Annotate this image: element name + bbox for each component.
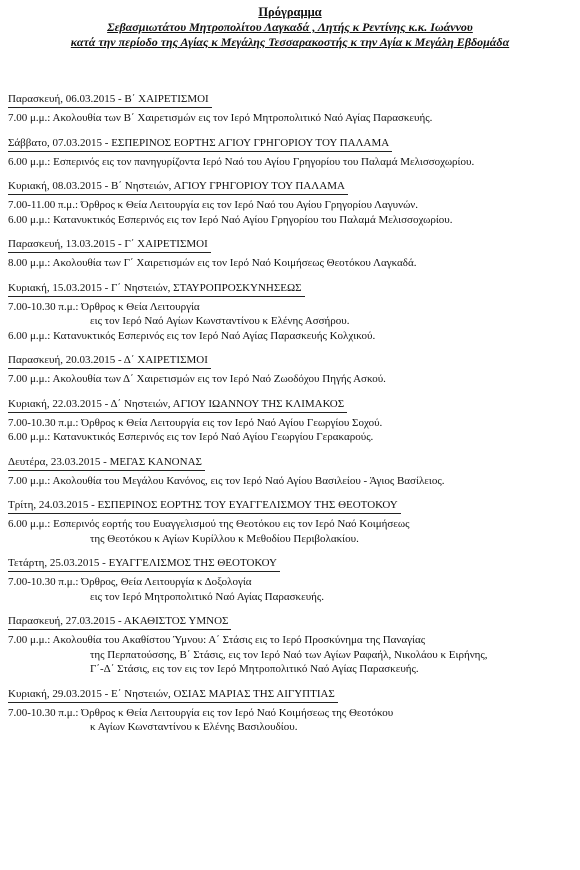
document-period: κατά την περίοδο της Αγίας κ Μεγάλης Τεσσαρακοστής κ την Αγία κ Μεγάλη Εβδομάδα — [70, 35, 510, 49]
schedule-entry-title: Δευτέρα, 23.03.2015 - ΜΕΓΑΣ ΚΑΝΟΝΑΣ — [8, 455, 205, 471]
schedule-entry-line: 7.00-10.30 π.μ.: Όρθρος κ Θεία Λειτουργία — [8, 300, 200, 313]
schedule-entry — [8, 353, 572, 387]
schedule-entry — [8, 92, 572, 126]
schedule-entry-line: 7.00-11.00 π.μ.: Όρθρος κ Θεία Λειτουργία εις τον Ιερό Ναό του Αγίου Γρηγορίου Λαγυνών. — [8, 199, 419, 211]
schedule-entry — [8, 614, 572, 677]
schedule-entry-title: Κυριακή, 22.03.2015 - Δ΄ Νηστειών, ΑΓΙΟΥ ΙΩΑΝΝΟΥ ΤΗΣ ΚΛΙΜΑΚΟΣ — [8, 397, 347, 413]
schedule-entry-title: Τρίτη, 24.03.2015 - ΕΣΠΕΡΙΝΟΣ ΕΟΡΤΗΣ ΤΟΥ ΕΥΑΓΓΕΛΙΣΜΟΥ ΤΗΣ ΘΕΟΤΟΚΟΥ — [8, 498, 401, 514]
schedule-entry-line: Γ΄-Δ΄ Στάσις, εις τον εις τον Ιερό Μητροπολιτικό Ναό Αγίας Παρασκευής. — [90, 663, 419, 675]
schedule-entry-line: εις τον Ιερό Μητροπολιτικό Ναό Αγίας Παρασκευής. — [90, 590, 325, 603]
schedule-entry — [8, 397, 572, 445]
schedule-entry-line: εις τον Ιερό Ναό Αγίων Κωνσταντίνου κ Ελένης Ασσήρου. — [90, 315, 350, 327]
schedule-entry-title: Τετάρτη, 25.03.2015 - ΕΥΑΓΓΕΛΙΣΜΟΣ ΤΗΣ ΘΕΟΤΟΚΟΥ — [8, 556, 280, 572]
schedule-entry-line: 7.00 μ.μ.: Ακολουθία του Μεγάλου Κανόνος, εις τον Ιερό Ναό Αγίου Βασιλείου - Άγιος Βασίλειος. — [8, 474, 445, 487]
schedule-entry-title: Κυριακή, 15.03.2015 - Γ΄ Νηστειών, ΣΤΑΥΡΟΠΡΟΣΚΥΝΗΣΕΩΣ — [8, 281, 305, 297]
schedule-entry-line: 6.00 μ.μ.: Εσπερινός εορτής του Ευαγγελισμού της Θεοτόκου εις τον Ιερό Ναό Κοιμήσεως — [8, 518, 410, 530]
schedule-entry — [8, 237, 572, 271]
document-header — [0, 0, 580, 50]
schedule-entry-line: κ Αγίων Κωνσταντίνου κ Ελένης Βασιλουδίου. — [90, 721, 298, 733]
schedule-entry-title: Παρασκευή, 20.03.2015 - Δ΄ ΧΑΙΡΕΤΙΣΜΟΙ — [8, 353, 211, 369]
schedule-entry-title: Κυριακή, 08.03.2015 - Β΄ Νηστειών, ΑΓΙΟΥ ΓΡΗΓΟΡΙΟΥ ΤΟΥ ΠΑΛΑΜΑ — [8, 179, 348, 195]
schedule-entry-line: 8.00 μ.μ.: Ακολουθία των Γ΄ Χαιρετισμών εις τον Ιερό Ναό Κοιμήσεως Θεοτόκου Λαγκαδά. — [8, 257, 417, 269]
schedule-entry-line: 6.00 μ.μ.: Κατανυκτικός Εσπερινός εις τον Ιερό Ναό Αγίας Παρασκευής Κολχικού. — [8, 329, 376, 342]
schedule-entry — [8, 556, 572, 604]
schedule-entry-line: 6.00 μ.μ.: Κατανυκτικός Εσπερινός εις τον Ιερό Ναό Αγίου Γεωργίου Γερακαρούς. — [8, 431, 374, 443]
schedule-entry-title: Παρασκευή, 27.03.2015 - ΑΚΑΘΙΣΤΟΣ ΥΜΝΟΣ — [8, 614, 231, 630]
schedule-entry-line: 7.00 μ.μ.: Ακολουθία των Β΄ Χαιρετισμών εις τον Ιερό Μητροπολιτικό Ναό Αγίας Παρασκευής. — [8, 112, 433, 124]
schedule-entry-line: 7.00 μ.μ.: Ακολουθία του Ακαθίστου Ύμνου: Α΄ Στάσις εις το Ιερό Προσκύνημα της Παναγίας — [8, 634, 426, 646]
schedule-entry-title: Παρασκευή, 13.03.2015 - Γ΄ ΧΑΙΡΕΤΙΣΜΟΙ — [8, 237, 211, 253]
schedule-entry-line: της Θεοτόκου κ Αγίων Κυρίλλου κ Μεθοδίου Περιβολακίου. — [90, 532, 359, 545]
schedule-entry — [8, 455, 572, 489]
schedule-entry-line: 6.00 μ.μ.: Εσπερινός εις τον πανηγυρίζοντα Ιερό Ναό του Αγίου Γρηγορίου του Παλαμά Μελισσοχωρίου. — [8, 155, 475, 168]
schedule-entry-title: Κυριακή, 29.03.2015 - Ε΄ Νηστειών, ΟΣΙΑΣ ΜΑΡΙΑΣ ΤΗΣ ΑΙΓΥΠΤΙΑΣ — [8, 687, 338, 703]
schedule-entry-line: 7.00-10.30 π.μ.: Όρθρος κ Θεία Λειτουργία εις τον Ιερό Ναό Αγίου Γεωργίου Σοχού. — [8, 416, 383, 429]
schedule-entry-line: της Περπατούσσης, Β΄ Στάσις, εις τον Ιερό Ναό των Αγίων Ραφαήλ, Νικολάου κ Ειρήνης, — [90, 648, 488, 661]
schedule-entry — [8, 179, 572, 227]
document-subtitle: Σεβασμιωτάτου Μητροπολίτου Λαγκαδά , Λητής κ Ρεντίνης κ.κ. Ιωάννου — [107, 20, 473, 34]
schedule-entry-line: 7.00-10.30 π.μ.: Όρθρος κ Θεία Λειτουργία εις τον Ιερό Ναό Κοιμήσεως της Θεοτόκου — [8, 706, 394, 719]
schedule-entry-title: Παρασκευή, 06.03.2015 - Β΄ ΧΑΙΡΕΤΙΣΜΟΙ — [8, 92, 212, 108]
document-title: Πρόγραμμα — [258, 5, 322, 19]
schedule-entry-line: 6.00 μ.μ.: Κατανυκτικός Εσπερινός εις τον Ιερό Ναό Αγίου Γρηγορίου του Παλαμά Μελισσοχωρίου. — [8, 213, 453, 226]
schedule-entry-line: 7.00-10.30 π.μ.: Όρθρος, Θεία Λειτουργία κ Δοξολογία — [8, 576, 252, 588]
schedule-list — [8, 92, 572, 745]
schedule-entry-line: 7.00 μ.μ.: Ακολουθία των Δ΄ Χαιρετισμών εις τον Ιερό Ναό Ζωοδόχου Πηγής Ασκού. — [8, 373, 386, 385]
schedule-entry — [8, 498, 572, 546]
schedule-entry — [8, 136, 572, 170]
schedule-entry — [8, 687, 572, 735]
schedule-entry — [8, 281, 572, 344]
schedule-entry-title: Σάββατο, 07.03.2015 - ΕΣΠΕΡΙΝΟΣ ΕΟΡΤΗΣ ΑΓΙΟΥ ΓΡΗΓΟΡΙΟΥ ΤΟΥ ΠΑΛΑΜΑ — [8, 136, 392, 152]
